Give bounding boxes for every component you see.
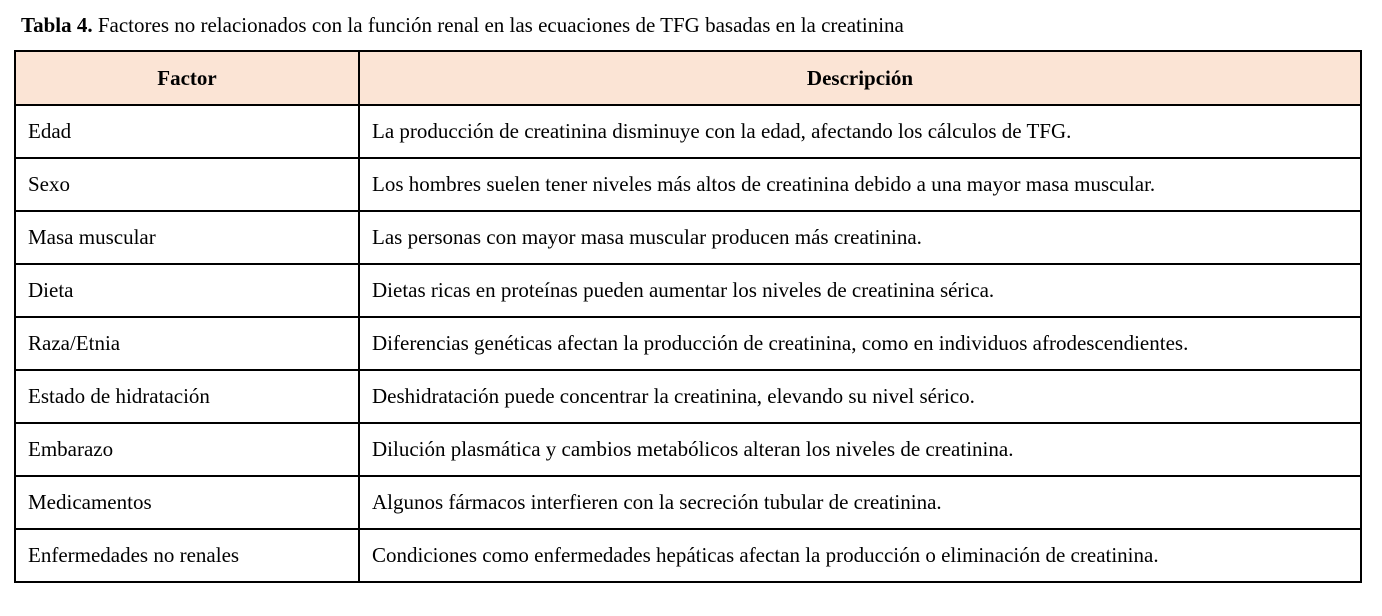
table-row — [15, 476, 1361, 529]
factor-cell: Raza/Etnia — [15, 317, 359, 370]
description-cell: Dietas ricas en proteínas pueden aumentar los niveles de creatinina sérica. — [359, 264, 1361, 317]
table-row — [15, 264, 1361, 317]
table-header — [15, 51, 1361, 105]
description-cell: Diferencias genéticas afectan la producción de creatinina, como en individuos afrodescendientes. — [359, 317, 1361, 370]
table-row — [15, 423, 1361, 476]
description-cell: Dilución plasmática y cambios metabólicos alteran los niveles de creatinina. — [359, 423, 1361, 476]
table-caption-label: Tabla 4. — [21, 13, 93, 37]
factor-cell: Sexo — [15, 158, 359, 211]
factor-cell: Enfermedades no renales — [15, 529, 359, 582]
description-cell: Condiciones como enfermedades hepáticas afectan la producción o eliminación de creatinina. — [359, 529, 1361, 582]
table-row — [15, 105, 1361, 158]
description-cell: Deshidratación puede concentrar la creatinina, elevando su nivel sérico. — [359, 370, 1361, 423]
factor-cell: Medicamentos — [15, 476, 359, 529]
table-caption-text: Factores no relacionados con la función renal en las ecuaciones de TFG basadas en la creatinina — [92, 13, 904, 37]
factor-cell: Dieta — [15, 264, 359, 317]
factor-cell: Estado de hidratación — [15, 370, 359, 423]
factor-cell: Edad — [15, 105, 359, 158]
column-header-description: Descripción — [359, 51, 1361, 105]
description-cell: Los hombres suelen tener niveles más altos de creatinina debido a una mayor masa muscular. — [359, 158, 1361, 211]
column-header-factor: Factor — [15, 51, 359, 105]
table-row — [15, 211, 1361, 264]
factor-cell: Embarazo — [15, 423, 359, 476]
table-row — [15, 158, 1361, 211]
description-cell: Las personas con mayor masa muscular producen más creatinina. — [359, 211, 1361, 264]
table-caption — [21, 11, 904, 39]
table-row — [15, 317, 1361, 370]
table-row — [15, 370, 1361, 423]
factors-table — [14, 50, 1362, 583]
table-header-row — [15, 51, 1361, 105]
factor-cell: Masa muscular — [15, 211, 359, 264]
description-cell: Algunos fármacos interfieren con la secreción tubular de creatinina. — [359, 476, 1361, 529]
description-cell: La producción de creatinina disminuye con la edad, afectando los cálculos de TFG. — [359, 105, 1361, 158]
table-body — [15, 105, 1361, 582]
table-row — [15, 529, 1361, 582]
